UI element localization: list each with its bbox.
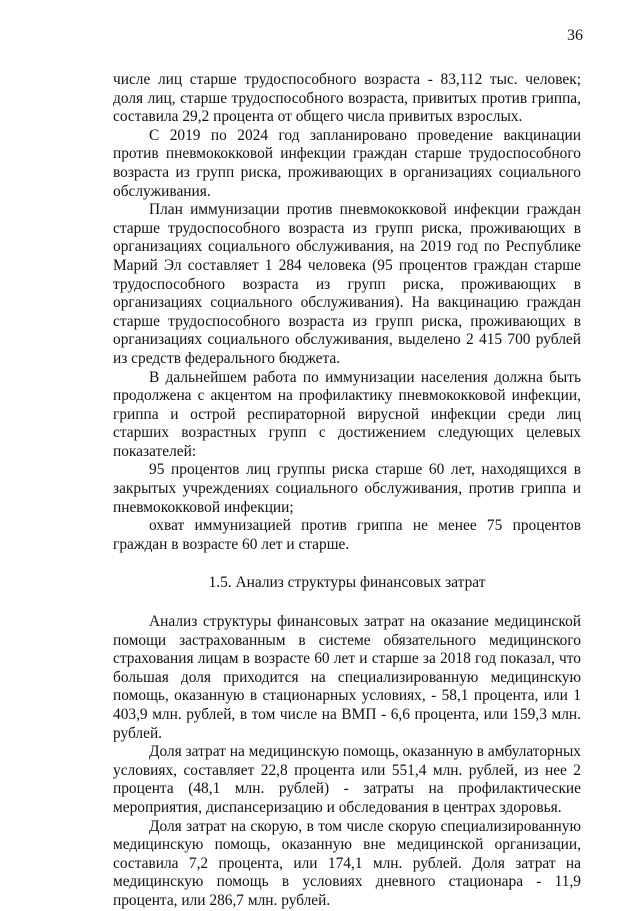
paragraph-ambulatory-costs: Доля затрат на медицинскую помощь, оказанную в амбулаторных условиях, составляет 22,8 процента или 551,4 млн. рублей, из нее 2 процента (48,1 млн. рублей) - затраты на профилактические мероприятия, диспансеризацию и обследования в центрах здоровья. [113,743,581,816]
paragraph-target-95-percent: 95 процентов лиц группы риска старше 60 лет, находящихся в закрытых учреждениях социального обслуживания, против гриппа и пневмококковой инфекции; [113,461,581,516]
paragraph-vaccination-plan-2019-2024: С 2019 по 2024 год запланировано проведение вакцинации против пневмококковой инфекции граждан старше трудоспособного возраста из групп риска, проживающих в организациях социального обслуживания. [113,126,581,200]
paragraph-emergency-costs: Доля затрат на скорую, в том числе скорую специализированную медицинскую помощь, оказанную вне медицинской организации, составила 7,2 процента, или 174,1 млн. рублей. Доля затрат на медицинскую помощь в условиях дневного стационара - 11,9 процента, или 286,7 млн. рублей. [113,817,581,909]
paragraph-continuation: числе лиц старше трудоспособного возраста - 83,112 тыс. человек; доля лиц, старше трудоспособного возраста, привитых против гриппа, составила 29,2 процента от общего числа привитых взрослых. [113,71,581,126]
paragraph-cost-analysis: Анализ структуры финансовых затрат на оказание медицинской помощи застрахованным в системе обязательного медицинского страхования лицам в возрасте 60 лет и старше за 2018 год показал, что большая доля приходится на специализированную медицинскую помощь, оказанную в стационарных условиях, - 58,1 процента, или 1 403,9 млн. рублей, в том числе на ВМП - 6,6 процента, или 159,3 млн. рублей. [113,613,581,742]
paragraph-further-work: В дальнейшем работа по иммунизации населения должна быть продолжена с акцентом на профилактику пневмококковой инфекции, гриппа и острой респираторной вирусной инфекции среди лиц старших возрастных групп с достижением следующих целевых показателей: [113,368,581,460]
paragraph-target-75-percent: охват иммунизацией против гриппа не менее 75 процентов граждан в возрасте 60 лет и старше. [113,517,581,553]
paragraph-immunization-plan: План иммунизации против пневмококковой инфекции граждан старше трудоспособного возраста из групп риска, проживающих в организациях социального обслуживания, на 2019 год по Республике Марий Эл составляет 1 284 человека (95 процентов граждан старше трудоспособного возраста из групп риска, проживающих в организациях социального обслуживания). На вакцинацию граждан старше трудоспособного возраста из групп риска, проживающих в организациях социального обслуживания, выделено 2 415 700 рублей из средств федерального бюджета. [113,201,581,367]
document-body [113,71,581,911]
page-number: 36 [567,27,583,44]
section-heading: 1.5. Анализ структуры финансовых затрат [208,574,486,592]
